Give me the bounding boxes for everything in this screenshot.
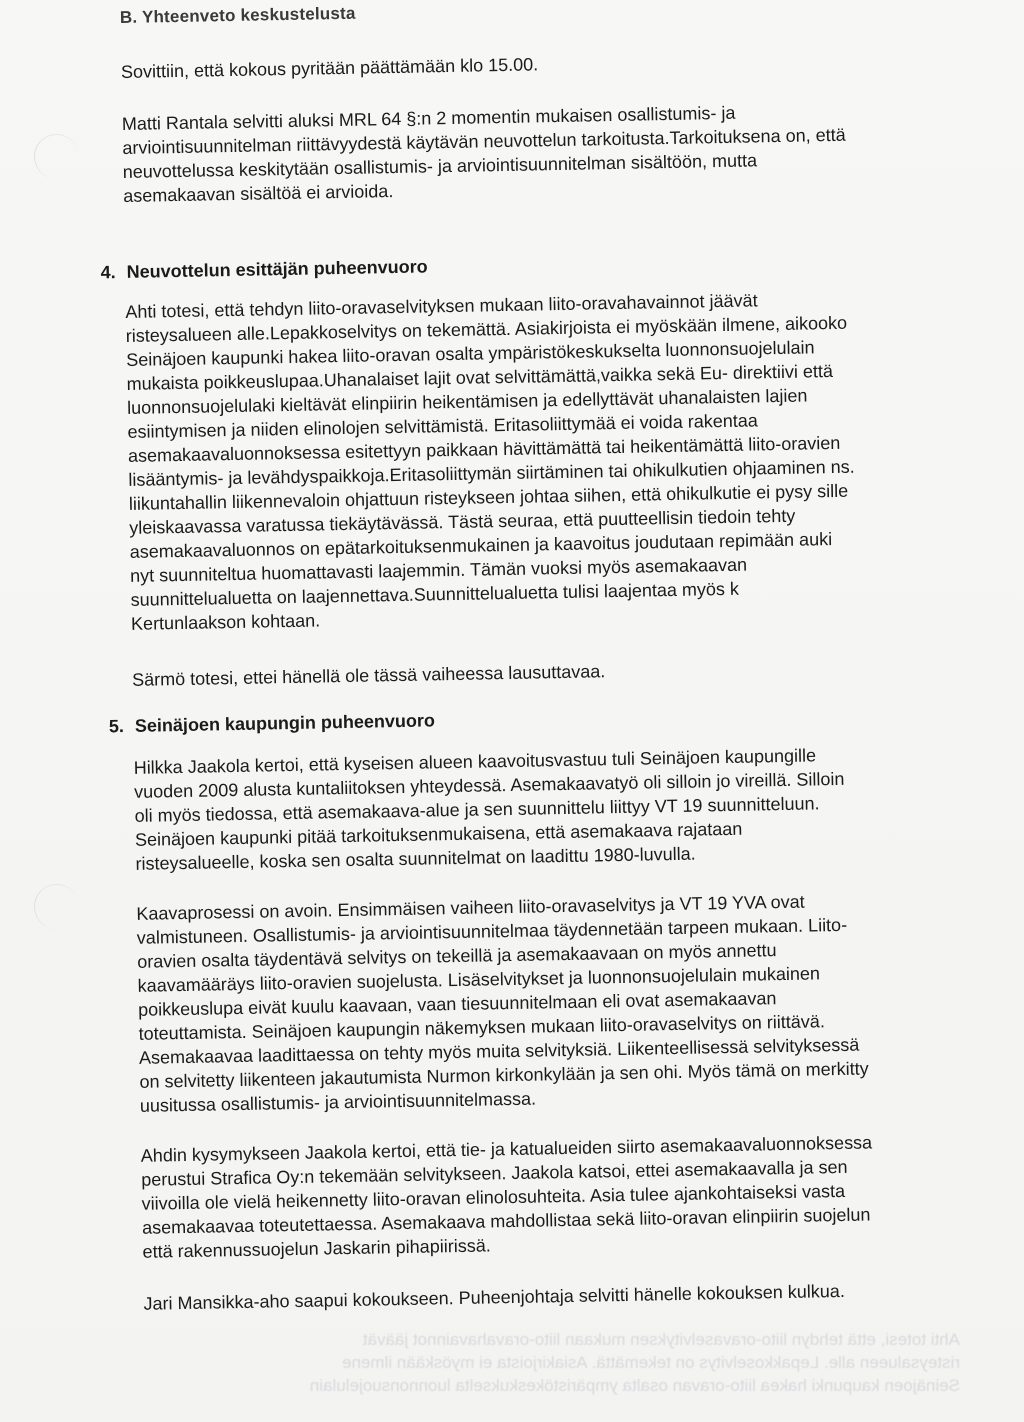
section-4-paragraph-2: Särmö totesi, ettei hänellä ole tässä vaiheessa lausuttavaa. xyxy=(131,661,606,690)
section-5-title: Seinäjoen kaupungin puheenvuoro xyxy=(134,710,436,736)
bleed-through-text: Ahti totesi, että tehdyn liito-oravaselvityksen mukaan liito-oravahavainnot jäävät risteysalueen alle. Lepakkoselvitys on tekemättä. Asiakirjoista ei myöskään ilmene Seinäjoen kaupunki hakea liito-oravan osalta ympäristökeskukselta luonnonsuojelulain xyxy=(309,1330,960,1395)
section-4-number: 4. xyxy=(100,262,116,283)
section-5-number: 5. xyxy=(108,716,125,737)
section-b-heading: B. Yhteenveto keskustelusta xyxy=(119,3,356,27)
section-5-paragraph-2: Kaavaprosessi on avoin. Ensimmäisen vaiheen liito-oravaselvitys ja VT 19 YVA ovat valmistuneen. Osallistumis- ja arviointisuunnitelmaa täydennetään tarpeen mukaan. Liito- oravien osalta täydentävä selvitys on tekeillä ja asemakaavaan on myös annettu kaavamääräys liito-oravien suojelusta. Lisäselvitykset ja luonnonsuojelulain mukainen poikkeuslupa eivät kuulu kaavaan, vaan tiesuunnitelmaan eli ovat asemakaavan toteuttamista. Seinäjoen kaupungin näkemyksen mukaan liito-oravaselvitys on riittävä. Asemakaavaa laadittaessa on tehty myös muita selvityksiä. Liikenteellisessä selvityksessä on selvitetty liikenteen jakautumista Nurmon kirkonkylään ja sen ohi. Myös tämä on merkitty uusitussa osallistumis- ja arviointisuunnitelmassa. xyxy=(136,891,869,1116)
section-4-paragraph-1: Ahti totesi, että tehdyn liito-oravaselvityksen mukaan liito-oravahavainnot jäävät risteysalueen alle.Lepakkoselvitys on tekemättä. Asiakirjoista ei myöskään ilmene, aikooko Seinäjoen kaupunki hakea liito-oravan osalta ympäristökeskukselta luonnonsuojelulain mukaista poikkeuslupaa.Uhanalaiset lajit ovat selvittämättä,vaikka sekä Eu- direktiivi että luonnonsuojelulaki kieltävät elinpiirin heikentämisen ja edellyttävät uhanalaisten lajien esiintymisen ja niiden elinolojen selvittämistä. Eritasoliittymää ei voida rakentaa asemakaavaluonnoksessa esitettyyn paikkaan hävittämättä tai heikentämättä liito-oravien lisääntymis- ja levähdyspaikkoja.Eritasoliittymän siirtäminen tai ohikulkutien ohjaaminen ns. liikuntahallin liikennevaloin ohjattuun risteykseen johtaa siihen, että ohikulkutie ei pysy sille yleiskaavassa varatussa tiekäytävässä. Tästä seuraa, että puutteellisin tiedoin tehty asemakaavaluonnos on epätarkoituksenmukainen ja kaavoitus joudutaan repimään auki nyt suunniteltua huomattavasti laajemmin. Tämän vuoksi myös asemakaavan suunnittelualuetta on laajennettava.Suunnittelualuetta tulisi laajentaa myös k Kertunlaakson kohtaan. xyxy=(125,290,855,634)
section-5-paragraph-3: Ahdin kysymykseen Jaakola kertoi, että tie- ja katualueiden siirto asemakaavaluonnoksessa perustui Strafica Oy:n tekemään selvitykseen. Jaakola katsoi, ettei asemakaavalla ja sen viivoilla ole vielä heikennetty liito-oravan elinolosuhteita. Asia tulee ajankohtaiseksi vasta asemakaavaa toteutettaessa. Asemakaava mahdollistaa sekä liito-oravan elinpiirin suojelun että rakennussuojelun Jaskarin pihapiirissä. xyxy=(140,1132,873,1262)
section-5-paragraph-4: Jari Mansikka-aho saapui kokoukseen. Puheenjohtaja selvitti hänelle kokouksen kulkua. xyxy=(143,1280,846,1314)
section-4-title: Neuvottelun esittäjän puheenvuoro xyxy=(126,256,428,282)
section-4-heading xyxy=(100,256,427,283)
section-5-paragraph-1: Hilkka Jaakola kertoi, että kyseisen alueen kaavoitusvastuu tuli Seinäjoen kaupungille vuoden 2009 alusta kuntaliitoksen yhteydessä. Asemakaavatyö oli silloin jo vireillä. Silloin oli myös tiedossa, että asemakaava-alue ja sen suunnittelu liittyy VT 19 suunnitteluun. Seinäjoen kaupunki pitää tarkoituksenmukaisena, että asemakaava rajataan risteysalueelle, koska sen osalta suunnitelmat on laadittu 1980-luvulla. xyxy=(133,745,845,874)
section-5-heading xyxy=(109,710,435,737)
section-b-paragraph-1: Sovittiin, että kokous pyritään päättämään klo 15.00. xyxy=(120,54,539,82)
section-b-paragraph-2: Matti Rantala selvitti aluksi MRL 64 §:n 2 momentin mukaisen osallistumis- ja arviointisuunnitelman riittävyydestä käytävän neuvottelun tarkoitusta.Tarkoituksena on, että neuvottelussa keskitytään osallistumis- ja arviointisuunnitelman sisältöön, mutta asemakaavan sisältöä ei arvioida. xyxy=(121,102,846,206)
